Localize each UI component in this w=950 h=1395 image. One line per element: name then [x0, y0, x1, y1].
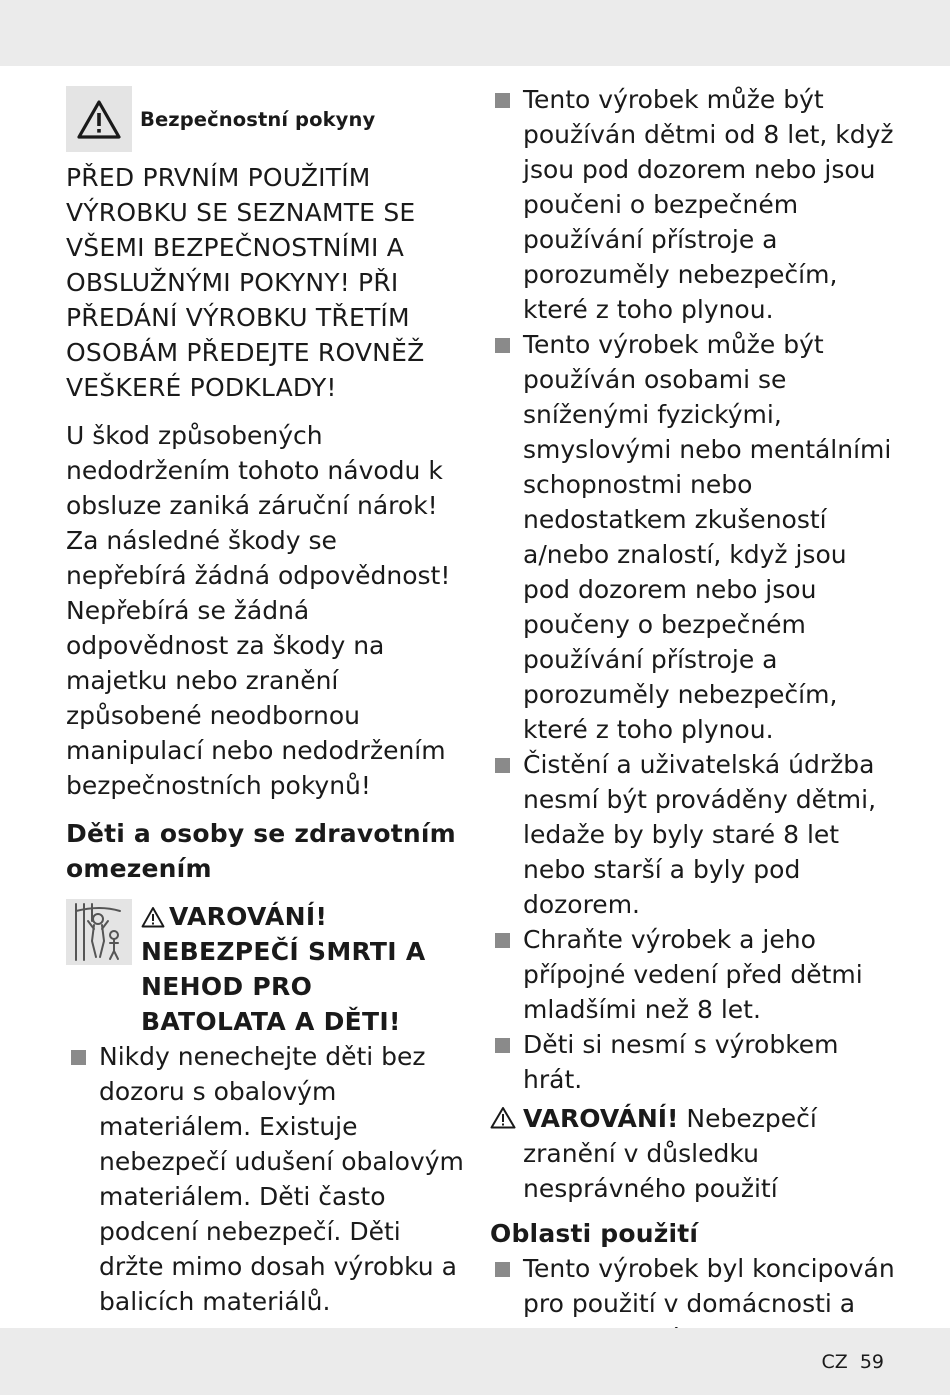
footer-language: CZ: [821, 1351, 848, 1373]
warning-triangle-icon: [490, 1106, 516, 1129]
warning-icon-box: [66, 86, 132, 152]
list-item: [490, 922, 895, 1027]
misuse-warning: [490, 1101, 895, 1206]
square-bullet-icon: [495, 1038, 510, 1053]
misuse-warning-label: VAROVÁNÍ!: [523, 1104, 679, 1133]
list-item-text: Nikdy nenechejte děti bez dozoru s obalovým materiálem. Existuje nebezpečí udušení obalovým materiálem. Děti často podcení nebezpečí. Děti držte mimo dosah výrobku a balicích materiálů.: [99, 1042, 464, 1316]
warning-triangle-icon: [76, 98, 122, 140]
right-column: [490, 82, 895, 1391]
child-safety-icon: [70, 901, 128, 963]
child-warning-text: [141, 899, 464, 1039]
right-bullet-list: [490, 82, 895, 1097]
left-bullet-list: [66, 1039, 464, 1319]
page-footer: [822, 1351, 884, 1373]
list-item: [490, 747, 895, 922]
list-item: [66, 1039, 464, 1319]
warranty-paragraph: U škod způsobených nedodržením tohoto návodu k obsluze zaniká záruční nárok! Za následné škody se nepřebírá žádná odpovědnost! Nepřebírá se žádná odpovědnost za škody na majetku nebo zranění způsobené neodbornou manipulací nebo nedodržením bezpečnostních pokynů!: [66, 421, 451, 800]
list-item-text: Děti si nesmí s výrobkem hrát.: [523, 1030, 839, 1094]
child-warning-block: [66, 899, 464, 1039]
safety-title: Bezpečnostní pokyny: [140, 107, 376, 131]
top-bar: [0, 0, 950, 66]
warning-triangle-icon: [141, 906, 165, 928]
square-bullet-icon: [495, 338, 510, 353]
square-bullet-icon: [495, 933, 510, 948]
left-column: [66, 86, 464, 1319]
child-warning-label: VAROVÁNÍ! NEBEZPEČÍ SMRTI A NEHOD PRO BATOLATA A DĚTI!: [141, 902, 426, 1036]
safety-caps-notice: PŘED PRVNÍM POUŽITÍM VÝROBKU SE SEZNAMTE SE VŠEMI BEZPEČNOSTNÍMI A OBSLUŽNÝMI POKYNY! PŘI PŘEDÁNÍ VÝROBKU TŘETÍM OSOBÁM PŘEDEJTE ROVNĚŽ VEŠKERÉ PODKLADY!: [66, 163, 425, 402]
square-bullet-icon: [495, 758, 510, 773]
list-item: [490, 327, 895, 747]
page-number: 59: [859, 1351, 884, 1373]
list-item: [490, 1027, 895, 1097]
children-section-heading: Děti a osoby se zdravotním omezením: [66, 819, 456, 883]
list-item: [490, 82, 895, 327]
square-bullet-icon: [495, 93, 510, 108]
safety-header: [66, 86, 464, 152]
list-item-text: Tento výrobek byl koncipován pro použití v domácnosti a: [523, 1254, 895, 1318]
bottom-bar: [0, 1328, 950, 1395]
misuse-warning-text: Nebezpečí zranění v důsledku nesprávného použití: [523, 1104, 817, 1203]
square-bullet-icon: [495, 1262, 510, 1277]
list-item-text: Tento výrobek může být používán dětmi od 8 let, když jsou pod dozorem nebo jsou poučeni o bezpečném používání přístroje a porozuměly nebezpečím, které z toho plynou.: [523, 85, 894, 324]
square-bullet-icon: [71, 1050, 86, 1065]
list-item-text: Čistění a uživatelská údržba nesmí být prováděny dětmi, ledaže by byly staré 8 let nebo starší a byly pod dozorem.: [523, 750, 877, 919]
usage-heading: Oblasti použití: [490, 1219, 699, 1248]
child-icon-box: [66, 899, 132, 965]
list-item-text: Tento výrobek může být používán osobami se sníženými fyzickými, smyslovými nebo mentálními schopnostmi nebo nedostatkem zkušeností a/nebo znalostí, když jsou pod dozorem nebo jsou poučeny o bezpečném používání přístroje a porozuměly nebezpečím, které z toho plynou.: [523, 330, 892, 744]
list-item-text: Chraňte výrobek a jeho přípojné vedení před dětmi mladšími než 8 let.: [523, 925, 863, 1024]
